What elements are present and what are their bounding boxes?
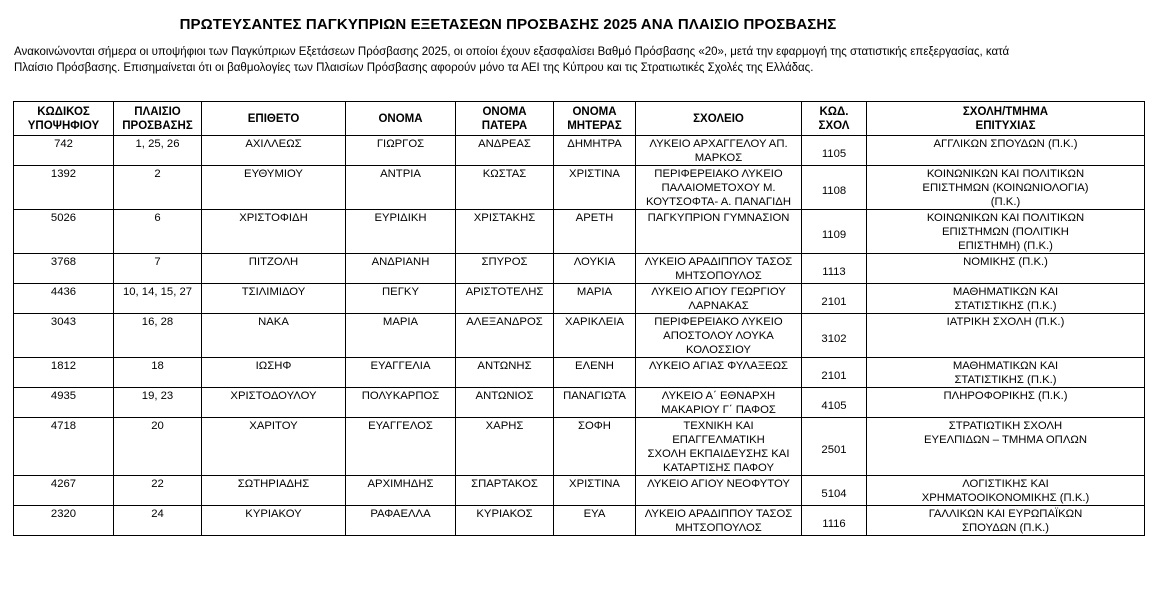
cell-mother-name: ΣΟΦΗ [554,418,636,476]
cell-surname: ΤΣΙΛΙΜΙΔΟΥ [202,284,346,314]
cell-department [867,476,1145,506]
header-text: ΟΝΟΜΑ [378,113,423,125]
document-title: ΠΡΩΤΕΥΣΑΝΤΕΣ ΠΑΓΚΥΠΡΙΩΝ ΕΞΕΤΑΣΕΩΝ ΠΡΟΣΒΑΣΗΣ 2025 ΑΝΑ ΠΛΑΙΣΙΟ ΠΡΟΣΒΑΣΗΣ [179,16,837,33]
intro-paragraph [14,44,1144,76]
cell-surname: ΑΧΙΛΛΕΩΣ [202,136,346,166]
cell-department-line: ΕΥΕΛΠΙΔΩΝ – ΤΜΗΜΑ ΟΠΛΩΝ [924,434,1087,446]
cell-name: ΕΥΑΓΓΕΛΙΑ [346,358,456,388]
cell-school-line: ΛΥΚΕΙΟ ΑΓΙΑΣ ΦΥΛΑΞΕΩΣ [648,360,789,372]
header-row [14,102,1145,136]
cell-department-line: ΛΟΓΙΣΤΙΚΗΣ ΚΑΙ [962,478,1049,490]
header-name [346,102,456,136]
cell-access-framework: 19, 23 [114,388,202,418]
cell-access-framework: 20 [114,418,202,476]
cell-school-code: 1108 [802,166,867,210]
cell-department-line: ΚΟΙΝΩΝΙΚΩΝ ΚΑΙ ΠΟΛΙΤΙΚΩΝ [926,168,1085,180]
table-row [14,358,1145,388]
cell-department-line: ΜΑΘΗΜΑΤΙΚΩΝ ΚΑΙ [952,360,1059,372]
cell-surname: ΙΩΣΗΦ [202,358,346,388]
cell-father-name: ΑΝΤΩΝΙΟΣ [456,388,554,418]
cell-surname: ΣΩΤΗΡΙΑΔΗΣ [202,476,346,506]
cell-school [636,284,802,314]
cell-department-line: ΜΑΘΗΜΑΤΙΚΩΝ ΚΑΙ [952,286,1059,298]
cell-surname: ΧΑΡΙΤΟΥ [202,418,346,476]
cell-school-line: ΑΠΟΣΤΟΛΟΥ ΛΟΥΚΑ [663,330,774,342]
cell-name: ΑΝΤΡΙΑ [346,166,456,210]
cell-mother-name: ΧΑΡΙΚΛΕΙΑ [554,314,636,358]
table-row [14,418,1145,476]
cell-surname: ΧΡΙΣΤΟΔΟΥΛΟΥ [202,388,346,418]
header-text: ΣΧΟΛΗ/ΤΜΗΜΑ [962,106,1049,118]
cell-school [636,136,802,166]
cell-school [636,418,802,476]
cell-name: ΓΙΩΡΓΟΣ [346,136,456,166]
cell-father-name: ΚΥΡΙΑΚΟΣ [456,506,554,536]
cell-school [636,254,802,284]
cell-father-name: ΣΠΑΡΤΑΚΟΣ [456,476,554,506]
cell-candidate-code: 2320 [14,506,114,536]
cell-access-framework: 7 [114,254,202,284]
table-row [14,476,1145,506]
header-text: ΣΧΟΛΕΙΟ [693,113,744,125]
header-text: ΟΝΟΜΑ [572,106,617,118]
cell-father-name: ΚΩΣΤΑΣ [456,166,554,210]
header-text: ΠΛΑΙΣΙΟ [134,106,181,118]
table-row [14,284,1145,314]
results-table [13,101,1145,536]
cell-school-line: ΛΑΡΝΑΚΑΣ [688,300,749,312]
cell-school-line: ΠΑΛΑΙΟΜΕΤΟΧΟΥ Μ. [661,182,776,194]
table-header [14,102,1145,136]
cell-department-line: ΣΤΡΑΤΙΩΤΙΚΗ ΣΧΟΛΗ [948,420,1063,432]
cell-department-line: ΣΤΑΤΙΣΤΙΚΗΣ (Π.Κ.) [954,300,1057,312]
cell-father-name: ΧΡΙΣΤΑΚΗΣ [456,210,554,254]
header-school [636,102,802,136]
cell-mother-name: ΕΥΑ [554,506,636,536]
table-row [14,136,1145,166]
cell-school-line: ΜΗΤΣΟΠΟΥΛΟΣ [675,522,762,534]
header-access-framework [114,102,202,136]
cell-name: ΕΥΡΙΔΙΚΗ [346,210,456,254]
cell-school-line: ΚΟΥΤΣΟΦΤΑ- Α. ΠΑΝΑΓΙΔΗ [646,196,791,208]
cell-department [867,210,1145,254]
header-department [867,102,1145,136]
cell-name: ΕΥΑΓΓΕΛΟΣ [346,418,456,476]
cell-school-code: 1116 [802,506,867,536]
cell-candidate-code: 1392 [14,166,114,210]
cell-department [867,166,1145,210]
cell-school [636,388,802,418]
cell-school [636,506,802,536]
intro-line: Πλαίσιο Πρόσβασης. Επισημαίνεται ότι οι βαθμολογίες των Πλαισίων Πρόσβασης αφορούν μόνο τα ΑΕΙ της Κύπρου και τις Στρατιωτικές Σχολές της Ελλάδας. [14,62,814,74]
cell-department [867,284,1145,314]
header-text: ΚΩΔ. [819,106,849,118]
header-text: ΜΗΤΕΡΑΣ [567,120,622,132]
cell-access-framework: 1, 25, 26 [114,136,202,166]
cell-candidate-code: 1812 [14,358,114,388]
cell-candidate-code: 5026 [14,210,114,254]
cell-mother-name: ΑΡΕΤΗ [554,210,636,254]
cell-school-line: ΚΑΤΑΡΤΙΣΗΣ ΠΑΦΟΥ [662,462,774,474]
cell-department-line: ΠΛΗΡΟΦΟΡΙΚΗΣ (Π.Κ.) [943,390,1068,402]
header-candidate-code [14,102,114,136]
cell-candidate-code: 742 [14,136,114,166]
cell-department [867,418,1145,476]
cell-name: ΠΕΓΚΥ [346,284,456,314]
cell-candidate-code: 4436 [14,284,114,314]
cell-mother-name: ΔΗΜΗΤΡΑ [554,136,636,166]
table-row [14,388,1145,418]
cell-school-line: ΠΑΓΚΥΠΡΙΟΝ ΓΥΜΝΑΣΙΟΝ [647,212,790,224]
cell-access-framework: 2 [114,166,202,210]
cell-department-line: (Π.Κ.) [990,196,1021,208]
cell-department [867,358,1145,388]
cell-candidate-code: 3768 [14,254,114,284]
cell-school-code: 1105 [802,136,867,166]
cell-department [867,388,1145,418]
cell-department [867,314,1145,358]
cell-department-line: ΑΓΓΛΙΚΩΝ ΣΠΟΥΔΩΝ (Π.Κ.) [933,138,1078,150]
cell-mother-name: ΧΡΙΣΤΙΝΑ [554,166,636,210]
cell-school-line: ΜΗΤΣΟΠΟΥΛΟΣ [675,270,762,282]
cell-surname: ΠΙΤΖΟΛΗ [202,254,346,284]
cell-candidate-code: 4718 [14,418,114,476]
cell-father-name: ΑΛΕΞΑΝΔΡΟΣ [456,314,554,358]
cell-school-code: 2101 [802,358,867,388]
cell-school-line: ΛΥΚΕΙΟ Α΄ ΕΘΝΑΡΧΗ [661,390,776,402]
cell-surname: ΚΥΡΙΑΚΟΥ [202,506,346,536]
cell-department-line: ΕΠΙΣΤΗΜΩΝ (ΠΟΛΙΤΙΚΗ [942,226,1069,238]
table-row [14,210,1145,254]
cell-name: ΜΑΡΙΑ [346,314,456,358]
cell-department-line: ΓΑΛΛΙΚΩΝ ΚΑΙ ΕΥΡΩΠΑΪΚΩΝ [928,508,1083,520]
cell-access-framework: 6 [114,210,202,254]
cell-school [636,166,802,210]
cell-school-line: ΤΕΧΝΙΚΗ ΚΑΙ ΕΠΑΓΓΕΛΜΑΤΙΚΗ [672,420,765,446]
cell-father-name: ΣΠΥΡΟΣ [456,254,554,284]
cell-school [636,314,802,358]
cell-name: ΑΡΧΙΜΗΔΗΣ [346,476,456,506]
cell-school-line: ΜΑΚΑΡΙΟΥ Γ΄ ΠΑΦΟΣ [661,404,776,416]
cell-department-line: ΧΡΗΜΑΤΟΟΙΚΟΝΟΜΙΚΗΣ (Π.Κ.) [921,492,1090,504]
header-father-name [456,102,554,136]
cell-candidate-code: 4267 [14,476,114,506]
cell-school-line: ΠΕΡΙΦΕΡΕΙΑΚΟ ΛΥΚΕΙΟ [654,168,783,180]
cell-department [867,254,1145,284]
cell-name: ΑΝΔΡΙΑΝΗ [346,254,456,284]
header-text: ΕΠΙΤΥΧΙΑΣ [975,120,1036,132]
cell-department-line: ΕΠΙΣΤΗΜΩΝ (ΚΟΙΝΩΝΙΟΛΟΓΙΑ) [922,182,1089,194]
cell-surname: ΝΑΚΑ [202,314,346,358]
cell-school-code: 3102 [802,314,867,358]
cell-school-code: 4105 [802,388,867,418]
header-text: ΕΠΙΘΕΤΟ [247,113,300,125]
cell-school [636,358,802,388]
table-row [14,314,1145,358]
cell-mother-name: ΕΛΕΝΗ [554,358,636,388]
cell-school-line: ΜΑΡΚΟΣ [694,152,743,164]
cell-access-framework: 16, 28 [114,314,202,358]
cell-access-framework: 22 [114,476,202,506]
cell-department-line: ΣΤΑΤΙΣΤΙΚΗΣ (Π.Κ.) [954,374,1057,386]
cell-mother-name: ΜΑΡΙΑ [554,284,636,314]
cell-school-line: ΠΕΡΙΦΕΡΕΙΑΚΟ ΛΥΚΕΙΟ [654,316,783,328]
cell-father-name: ΑΝΔΡΕΑΣ [456,136,554,166]
cell-school [636,476,802,506]
table-row [14,506,1145,536]
cell-school-code: 1109 [802,210,867,254]
header-text: ΚΩΔΙΚΟΣ [37,106,90,118]
table-row [14,254,1145,284]
cell-school-line: ΛΥΚΕΙΟ ΑΓΙΟΥ ΝΕΟΦΥΤΟΥ [647,478,790,490]
cell-school-code: 2501 [802,418,867,476]
cell-access-framework: 18 [114,358,202,388]
cell-department-line: ΙΑΤΡΙΚΗ ΣΧΟΛΗ (Π.Κ.) [946,316,1065,328]
header-text: ΠΑΤΕΡΑ [481,120,528,132]
cell-school-line: ΚΟΛΟΣΣΙΟΥ [686,344,751,356]
cell-mother-name: ΠΑΝΑΓΙΩΤΑ [554,388,636,418]
header-text: ΥΠΟΨΗΦΙΟΥ [27,120,100,132]
cell-school-line: ΛΥΚΕΙΟ ΑΡΑΔΙΠΠΟΥ ΤΑΣΟΣ [644,508,793,520]
header-school-code [802,102,867,136]
header-text: ΟΝΟΜΑ [482,106,527,118]
cell-candidate-code: 3043 [14,314,114,358]
cell-name: ΠΟΛΥΚΑΡΠΟΣ [346,388,456,418]
cell-school-line: ΣΧΟΛΗ ΕΚΠΑΙΔΕΥΣΗΣ ΚΑΙ [647,448,790,460]
cell-department [867,506,1145,536]
header-text: ΣΧΟΛ [818,120,850,132]
table-row [14,166,1145,210]
cell-name: ΡΑΦΑΕΛΛΑ [346,506,456,536]
cell-school-line: ΛΥΚΕΙΟ ΑΡΑΔΙΠΠΟΥ ΤΑΣΟΣ [644,256,793,268]
cell-access-framework: 24 [114,506,202,536]
cell-department-line: ΚΟΙΝΩΝΙΚΩΝ ΚΑΙ ΠΟΛΙΤΙΚΩΝ [926,212,1085,224]
cell-department [867,136,1145,166]
cell-school-code: 2101 [802,284,867,314]
cell-father-name: ΑΡΙΣΤΟΤΕΛΗΣ [456,284,554,314]
cell-access-framework: 10, 14, 15, 27 [114,284,202,314]
table-body [14,136,1145,536]
cell-surname: ΧΡΙΣΤΟΦΙΔΗ [202,210,346,254]
cell-mother-name: ΧΡΙΣΤΙΝΑ [554,476,636,506]
header-surname [202,102,346,136]
header-mother-name [554,102,636,136]
cell-school-line: ΛΥΚΕΙΟ ΑΓΙΟΥ ΓΕΩΡΓΙΟΥ [651,286,786,298]
cell-mother-name: ΛΟΥΚΙΑ [554,254,636,284]
cell-candidate-code: 4935 [14,388,114,418]
cell-department-line: ΕΠΙΣΤΗΜΗ) (Π.Κ.) [958,240,1053,252]
cell-department-line: ΣΠΟΥΔΩΝ (Π.Κ.) [961,522,1050,534]
cell-department-line: ΝΟΜΙΚΗΣ (Π.Κ.) [963,256,1048,268]
cell-school-line: ΛΥΚΕΙΟ ΑΡΧΑΓΓΕΛΟΥ ΑΠ. [649,138,788,150]
cell-school [636,210,802,254]
cell-school-code: 1113 [802,254,867,284]
cell-father-name: ΑΝΤΩΝΗΣ [456,358,554,388]
header-text: ΠΡΟΣΒΑΣΗΣ [122,120,193,132]
cell-father-name: ΧΑΡΗΣ [456,418,554,476]
cell-surname: ΕΥΘΥΜΙΟΥ [202,166,346,210]
cell-school-code: 5104 [802,476,867,506]
intro-line: Ανακοινώνονται σήμερα οι υποψήφιοι των Παγκύπριων Εξετάσεων Πρόσβασης 2025, οι οποίοι έχουν εξασφαλίσει Βαθμό Πρόσβασης «20», μετά την εφαρμογή της στατιστικής επεξεργασίας, κατά [14,46,1010,58]
